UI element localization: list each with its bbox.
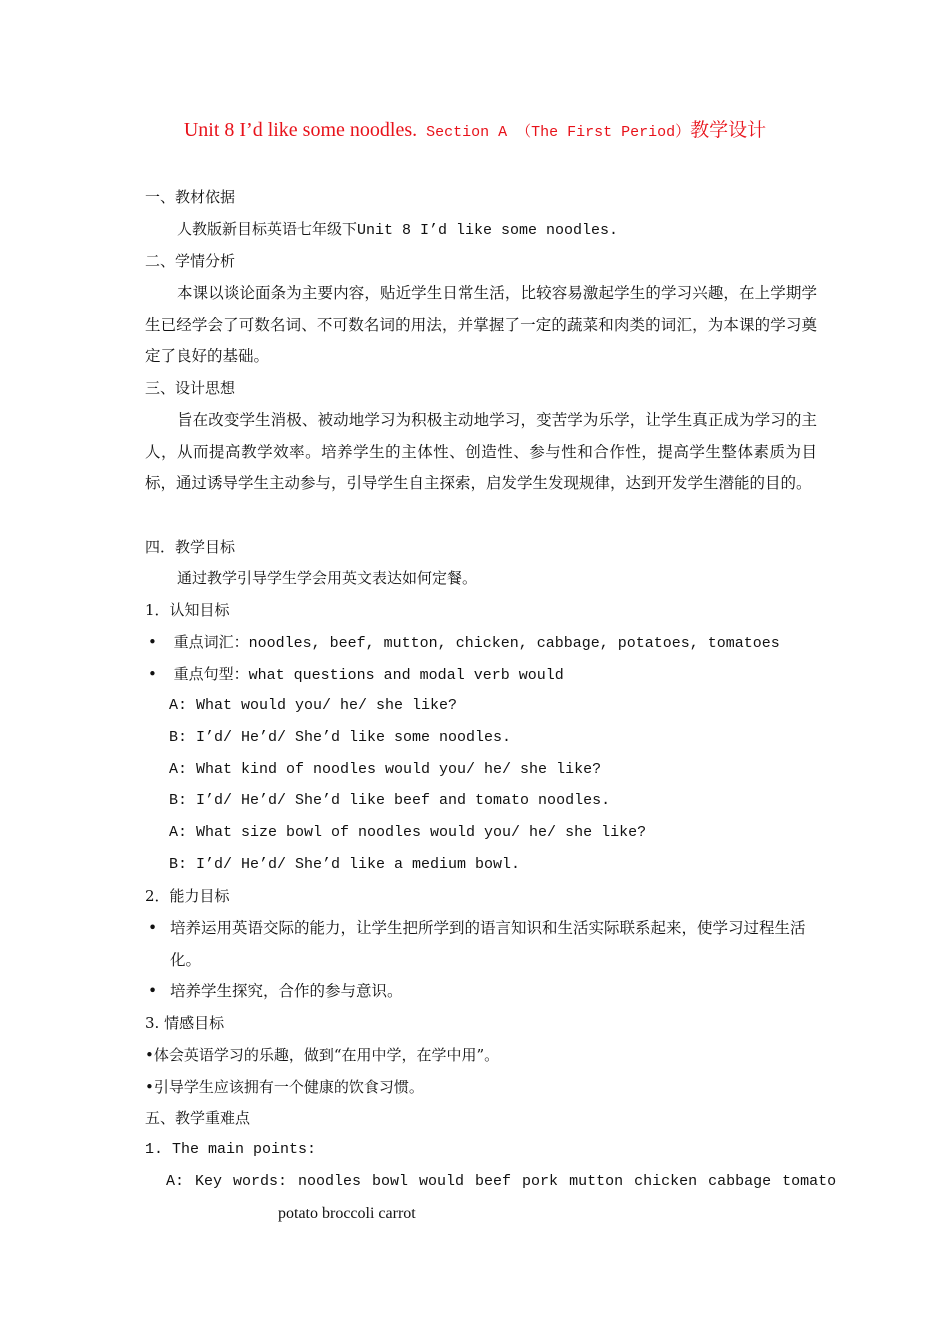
heading-basis: 一、教材依据 xyxy=(145,188,236,206)
dialog-line: A: What size bowl of noodles would you/ he/ she like? xyxy=(169,824,647,841)
dialog-line: A: What kind of noodles would you/ he/ she like? xyxy=(169,761,602,778)
pattern-text: what questions and modal verb would xyxy=(248,667,564,684)
pattern-label: 重点句型： xyxy=(173,665,249,683)
basis-text-en: Unit 8 I’d like some noodles. xyxy=(357,222,619,239)
objectives-text: 通过教学引导学生学会用英文表达如何定餐。 xyxy=(177,569,478,587)
heading-design: 三、设计思想 xyxy=(145,379,236,397)
title-unit: Unit 8 I’d like some noodles. xyxy=(183,119,418,141)
heading-ability: 2．能力目标 xyxy=(145,887,230,905)
dialog-line: A: What would you/ he/ she like? xyxy=(169,697,458,714)
bullet-dot: • xyxy=(148,633,157,651)
design-paragraph: 旨在改变学生消极、被动地学习为积极主动地学习，变苦学为乐学，让学生真正成为学习的主人，从而提高教学效率。培养学生的主体性、创造性、参与性和合作性，提高学生整体素质为目标，通过诱导学生主动参与，引导学生自主探索，启发学生发现规律，达到开发学生潜能的目的。 xyxy=(145,411,817,493)
bullet-dot: • xyxy=(148,665,157,683)
heading-objectives: 四．教学目标 xyxy=(145,538,236,556)
key-words-line-1: A: Key words: noodles bowl would beef pork mutton chicken cabbage tomato xyxy=(166,1173,837,1190)
emotion-item-1: •体会英语学习的乐趣，做到“在用中学，在学中用”。 xyxy=(145,1046,500,1064)
document-title xyxy=(130,116,820,147)
basis-text-cn: 人教版新目标英语七年级下 xyxy=(177,220,358,238)
bullet-vocabulary xyxy=(148,632,780,654)
title-section: Section A （The First Period） xyxy=(417,124,691,141)
vocab-words: noodles, beef, mutton, chicken, cabbage, potatoes, tomatoes xyxy=(248,635,780,652)
analysis-paragraph: 本课以谈论面条为主要内容，贴近学生日常生活，比较容易激起学生的学习兴趣，在上学期学生已经学会了可数名词、不可数名词的用法，并掌握了一定的蔬菜和肉类的词汇，为本课的学习奠定了良好的基础。 xyxy=(145,284,817,366)
basis-text xyxy=(177,219,618,241)
bullet-dot: • xyxy=(148,982,158,1000)
main-points: 1. The main points: xyxy=(145,1141,317,1158)
heading-emotion: 3. 情感目标 xyxy=(145,1014,225,1032)
ability-text-1: 培养运用英语交际的能力，让学生把所学到的语言知识和生活实际联系起来，使学习过程生活化。 xyxy=(170,919,806,969)
heading-key-points: 五、教学重难点 xyxy=(145,1109,251,1127)
dialog-line: B: I’d/ He’d/ She’d like some noodles. xyxy=(169,729,512,746)
bullet-ability-2 xyxy=(145,976,817,1008)
bullet-sentence-pattern xyxy=(148,664,564,686)
dialog-line: B: I’d/ He’d/ She’d like a medium bowl. xyxy=(169,856,521,873)
bullet-dot: • xyxy=(148,919,158,937)
ability-text-2: 培养学生探究，合作的参与意识。 xyxy=(170,982,403,1000)
emotion-item-2: •引导学生应该拥有一个健康的饮食习惯。 xyxy=(145,1078,424,1096)
dialog-line: B: I’d/ He’d/ She’d like beef and tomato noodles. xyxy=(169,792,611,809)
heading-cognitive: 1．认知目标 xyxy=(145,601,230,619)
vocab-label: 重点词汇： xyxy=(173,633,249,651)
title-cn: 教学设计 xyxy=(690,119,767,141)
key-words-line-2: potato broccoli carrot xyxy=(278,1205,416,1222)
bullet-ability-1 xyxy=(145,913,817,976)
heading-analysis: 二、学情分析 xyxy=(145,252,236,270)
